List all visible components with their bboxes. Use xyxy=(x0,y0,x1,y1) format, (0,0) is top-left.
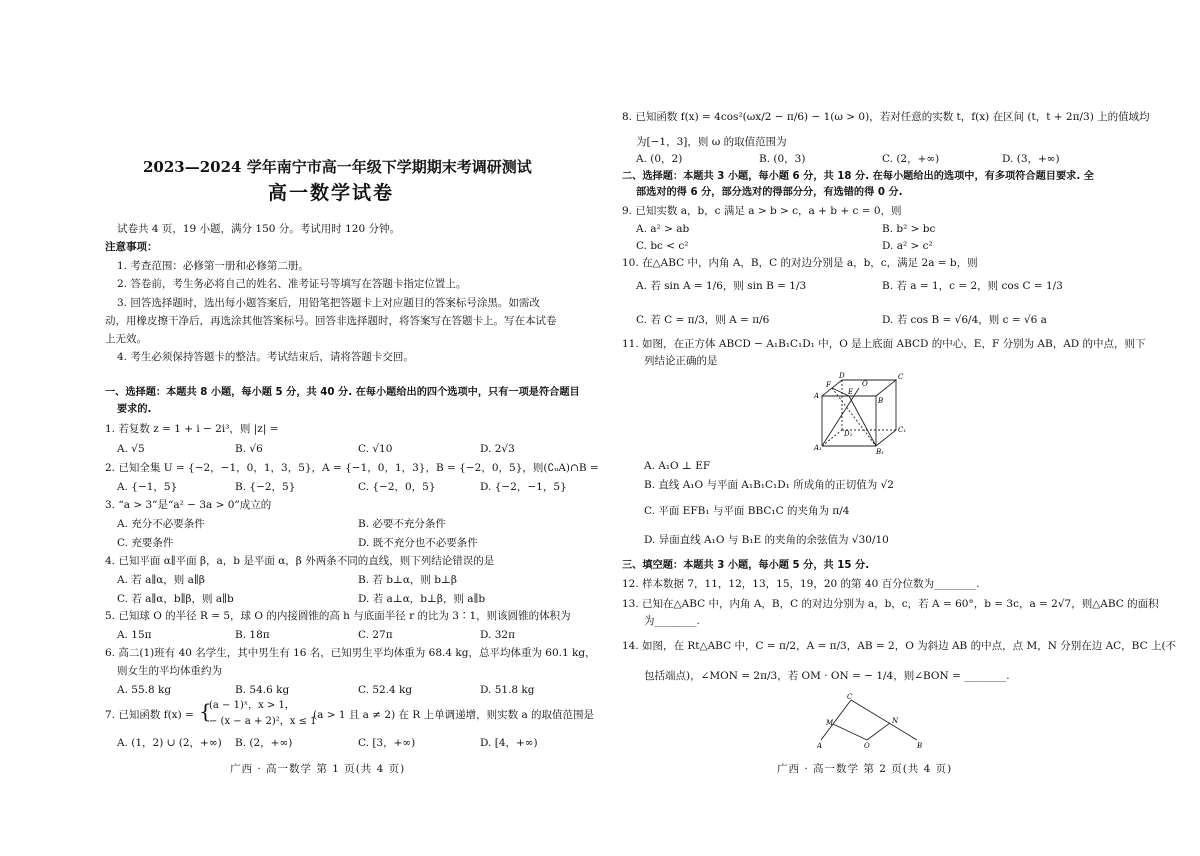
fig11-label-a1: A₁ xyxy=(814,444,822,452)
q2-option-c: C. {−2，0，5} xyxy=(358,481,436,493)
q10-stem: 10. 在△ABC 中，内角 A，B，C 的对边分别是 a，b，c，满足 2a = b，则 xyxy=(622,257,978,269)
q4-option-c: C. 若 a∥α，b∥β，则 a∥b xyxy=(117,593,234,605)
section1-heading: 一、选择题：本题共 8 小题，每小题 5 分，共 40 分. 在每小题给出的四个选项中，只有一项是符合题目 xyxy=(105,387,580,398)
note-3-cont: 动，用橡皮擦干净后，再选涂其他答案标号。回答非选择题时，将答案写在答题卡上。写在本试卷 xyxy=(105,315,557,327)
q11-option-b: B. 直线 A₁O 与平面 A₁B₁C₁D₁ 所成角的正切值为 √2 xyxy=(644,479,894,491)
q7-case-1: (a − 1)ˣ，x > 1， xyxy=(209,700,295,711)
q7-option-a: A. (1，2) ∪ (2，+∞) xyxy=(117,737,222,749)
fig14-label-n: N xyxy=(892,717,899,725)
q2-option-d: D. {−2，−1，5} xyxy=(480,481,567,493)
footer-left: 广西 · 高一数学 第 1 页(共 4 页) xyxy=(230,763,406,775)
section2-heading-cont: 部选对的得 6 分，部分选对的得部分分，有选错的得 0 分. xyxy=(636,187,903,198)
q10-option-d: D. 若 cos B = √6/4，则 c = √6 a xyxy=(882,314,1047,326)
page-right xyxy=(622,0,1182,856)
q13-stem-cont: 为________. xyxy=(644,615,700,627)
q3-option-b: B. 必要不充分条件 xyxy=(358,518,446,530)
note-3: 3. 回答选择题时，选出每小题答案后，用铅笔把答题卡上对应题目的答案标号涂黑。如需改 xyxy=(117,297,540,309)
cube-figure xyxy=(812,370,922,456)
q6-option-a: A. 55.8 kg xyxy=(117,684,172,696)
q8-option-d: D. (3，+∞) xyxy=(1002,153,1060,165)
fig11-label-o: O xyxy=(862,380,868,388)
q7-case-2: − (x − a + 2)²，x ≤ 1 xyxy=(209,716,317,727)
section1-heading-cont: 要求的. xyxy=(117,404,152,415)
q11-option-a: A. A₁O ⊥ EF xyxy=(644,460,711,472)
q1-option-c: C. √10 xyxy=(358,443,393,455)
exam-title: 2023—2024 学年南宁市高一年级下学期期末考调研测试 xyxy=(143,158,532,176)
fig11-label-d1: D₁ xyxy=(844,430,853,438)
note-1: 1. 考查范围：必修第一册和必修第二册。 xyxy=(117,260,309,272)
q11-option-c: C. 平面 EFB₁ 与平面 BBC₁C 的夹角为 π/4 xyxy=(644,505,850,517)
q2-option-a: A. {−1，5} xyxy=(117,481,178,493)
q5-stem: 5. 已知球 O 的半径 R = 5，球 O 的内接圆锥的高 h 与底面半径 r 的比为 3∶1，则该圆锥的体积为 xyxy=(105,610,571,622)
q14-stem: 14. 如图，在 Rt△ABC 中，C = π/2，A = π/3，AB = 2，O 为斜边 AB 的中点，点 M，N 分别在边 AC，BC 上(不 xyxy=(622,640,1177,652)
q8-stem-cont: 为[−1，3]，则 ω 的取值范围为 xyxy=(636,136,787,148)
section2-heading: 二、选择题：本题共 3 小题，每小题 6 分，共 18 分. 在每小题给出的选项中，有多项符合题目要求. 全 xyxy=(622,171,1094,182)
q3-option-a: A. 充分不必要条件 xyxy=(117,518,205,530)
q5-option-b: B. 18π xyxy=(235,629,270,641)
note-4: 4. 考生必须保持答题卡的整洁。考试结束后，请将答题卡交回。 xyxy=(117,351,414,363)
section3-heading: 三、填空题：本题共 3 小题，每小题 5 分，共 15 分. xyxy=(622,560,870,571)
fig11-label-c1: C₁ xyxy=(898,426,907,434)
fig11-label-c: C xyxy=(898,373,904,381)
fig11-label-b1: B₁ xyxy=(876,448,884,456)
q3-option-c: C. 充要条件 xyxy=(117,537,174,549)
q10-option-c: C. 若 C = π/3，则 A = π/6 xyxy=(636,314,770,326)
exam-meta: 试卷共 4 页，19 小题，满分 150 分。考试用时 120 分钟。 xyxy=(117,223,400,235)
q1-option-b: B. √6 xyxy=(235,443,263,455)
q10-option-b: B. 若 a = 1，c = 2，则 cos C = 1/3 xyxy=(882,280,1063,292)
q6-stem-cont: 则女生的平均体重约为 xyxy=(117,665,222,677)
fig11-label-b: B xyxy=(878,397,884,405)
q9-option-d: D. a² > c² xyxy=(882,240,933,252)
q13-stem: 13. 已知在△ABC 中，内角 A，B，C 的对边分别为 a，b，c，若 A = 60°，b = 3c，a = 2√7，则△ABC 的面积 xyxy=(622,598,1159,610)
fig14-label-c: C xyxy=(847,693,853,701)
q2-stem: 2. 已知全集 U = {−2，−1，0，1，3，5}，A = {−1，0，1，3}，B = {−2，0，5}，则(∁ᵤA)∩B = xyxy=(105,462,599,474)
note-3-end: 上无效。 xyxy=(105,333,147,345)
q5-option-d: D. 32π xyxy=(480,629,515,641)
piecewise-brace: { xyxy=(199,699,212,723)
q9-option-a: A. a² > ab xyxy=(636,223,690,235)
q6-option-c: C. 52.4 kg xyxy=(358,684,413,696)
notes-title: 注意事项： xyxy=(105,241,158,253)
q6-stem: 6. 高二(1)班有 40 名学生，其中男生有 16 名，已知男生平均体重为 68.4 kg，总平均体重为 60.1 kg， xyxy=(105,647,596,659)
fig14-label-m: M xyxy=(826,719,834,727)
fig11-label-f: F xyxy=(826,381,831,389)
q9-option-b: B. b² > bc xyxy=(882,223,936,235)
q14-stem-cont: 包括端点)，∠MON = 2π/3，若 OM · ON = − 1/4，则∠BON = ________. xyxy=(644,670,1010,682)
fig11-label-e: E xyxy=(848,388,854,396)
q7-option-b: B. (2，+∞) xyxy=(235,737,293,749)
q9-stem: 9. 已知实数 a，b，c 满足 a > b > c，a + b + c = 0，则 xyxy=(622,205,902,217)
fig11-label-a: A xyxy=(814,392,820,400)
q7-option-c: C. [3，+∞) xyxy=(358,737,416,749)
q6-option-d: D. 51.8 kg xyxy=(480,684,535,696)
q11-stem: 11. 如图，在正方体 ABCD − A₁B₁C₁D₁ 中，O 是上底面 ABCD 的中心，E，F 分别为 AB，AD 的中点，则下 xyxy=(622,338,1146,350)
fig14-label-b: B xyxy=(917,742,923,750)
q7-stem-pre: 7. 已知函数 f(x) = xyxy=(105,709,194,721)
q11-option-d: D. 异面直线 A₁O 与 B₁E 的夹角的余弦值为 √30/10 xyxy=(644,534,889,546)
fig14-label-o: O xyxy=(864,742,870,750)
q7-option-d: D. [4，+∞) xyxy=(480,737,538,749)
q9-option-c: C. bc < c² xyxy=(636,240,689,252)
page-left xyxy=(95,0,655,856)
q12-stem: 12. 样本数据 7，11，12，13，15，19，20 的第 40 百分位数为________. xyxy=(622,578,980,590)
q3-option-d: D. 既不充分也不必要条件 xyxy=(358,537,478,549)
triangle-figure xyxy=(817,692,927,750)
fig14-label-a: A xyxy=(817,742,823,750)
q6-option-b: B. 54.6 kg xyxy=(235,684,290,696)
q1-option-d: D. 2√3 xyxy=(480,443,515,455)
q2-option-b: B. {−2，5} xyxy=(235,481,296,493)
fig11-label-d: D xyxy=(839,372,845,380)
note-2: 2. 答卷前，考生务必将自己的姓名、准考证号等填写在答题卡指定位置上。 xyxy=(117,278,467,290)
q7-stem-post: (a > 1 且 a ≠ 2) 在 R 上单调递增，则实数 a 的取值范围是 xyxy=(313,709,595,721)
q1-option-a: A. √5 xyxy=(117,443,145,455)
q8-option-c: C. (2，+∞) xyxy=(882,153,940,165)
q10-option-a: A. 若 sin A = 1/6，则 sin B = 1/3 xyxy=(636,280,807,292)
q4-option-a: A. 若 a∥α，则 a∥β xyxy=(117,574,205,586)
q8-stem: 8. 已知函数 f(x) = 4cos²(ωx/2 − π/6) − 1(ω > 0)，若对任意的实数 t，f(x) 在区间 (t，t + 2π/3) 上的值域均 xyxy=(622,111,1150,123)
q4-option-b: B. 若 b⊥α，则 b⊥β xyxy=(358,574,457,586)
q1-stem: 1. 若复数 z = 1 + i − 2i³，则 |z| = xyxy=(105,423,279,435)
q8-option-b: B. (0，3) xyxy=(759,153,806,165)
footer-right: 广西 · 高一数学 第 2 页(共 4 页) xyxy=(777,763,953,775)
q4-stem: 4. 已知平面 α∥平面 β，a，b 是平面 α，β 外两条不同的直线，则下列结论错误的是 xyxy=(105,555,495,567)
exam-subtitle: 高一数学试卷 xyxy=(268,182,395,204)
q4-option-d: D. 若 a⊥α，b⊥β，则 a∥b xyxy=(358,593,486,605)
q11-stem-cont: 列结论正确的是 xyxy=(644,355,718,367)
q3-stem: 3. “a > 3”是“a² − 3a > 0”成立的 xyxy=(105,499,272,511)
q5-option-c: C. 27π xyxy=(358,629,393,641)
q5-option-a: A. 15π xyxy=(117,629,152,641)
q8-option-a: A. (0，2) xyxy=(636,153,683,165)
